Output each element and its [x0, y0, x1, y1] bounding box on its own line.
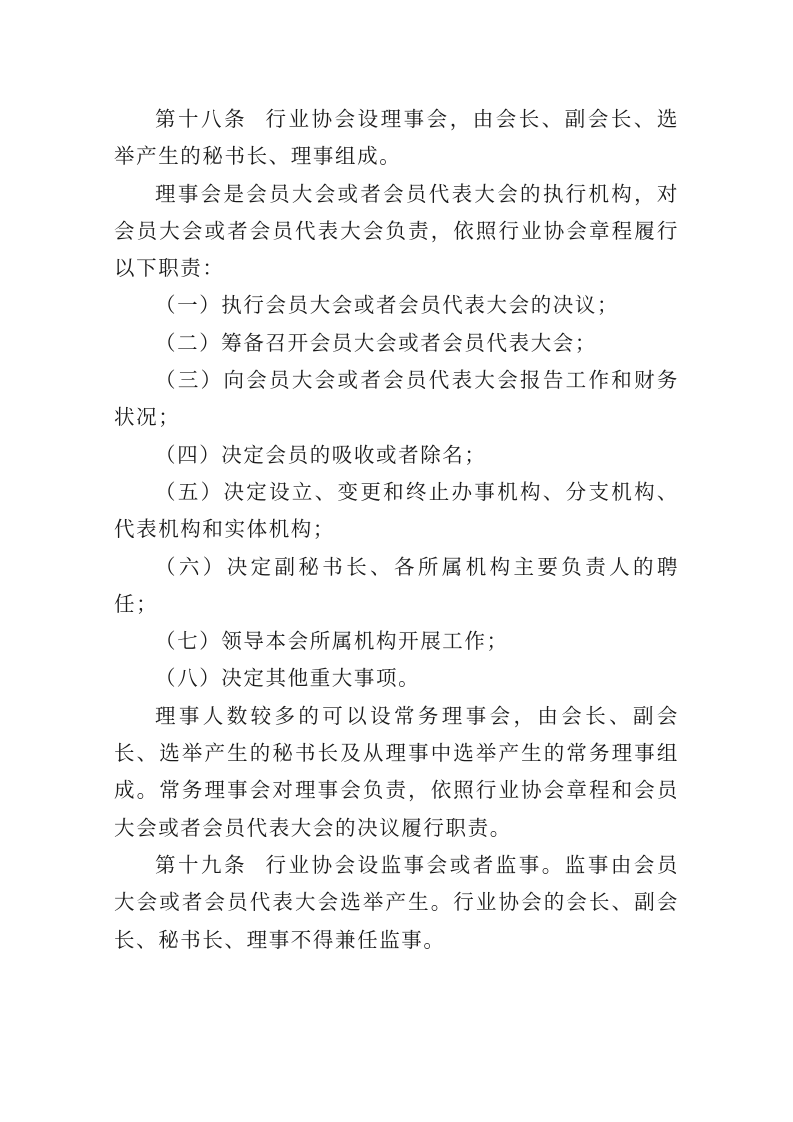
duty-item-6: （六）决定副秘书长、各所属机构主要负责人的聘任；: [114, 554, 679, 616]
duty-item-4: （四）决定会员的吸收或者除名；: [155, 442, 487, 467]
document-body: [114, 101, 679, 959]
article-18-paragraph: [114, 101, 679, 176]
article-19-text: 行业协会设监事会或者监事。监事由会员大会或者会员代表大会选举产生。行业协会的会长、副会长、秘书长、理事不得兼任监事。: [114, 852, 679, 952]
article-19-paragraph: [114, 847, 679, 959]
duty-item-7: （七）领导本会所属机构开展工作；: [155, 629, 509, 654]
duty-item-2: （二）筹备召开会员大会或者会员代表大会；: [155, 330, 597, 355]
duty-item-5: （五）决定设立、变更和终止办事机构、分支机构、代表机构和实体机构；: [114, 479, 679, 542]
article-18-text: 行业协会设理事会，由会长、副会长、选举产生的秘书长、理事组成。: [114, 107, 679, 169]
article-19-heading: 第十九条: [155, 852, 248, 877]
council-duties-intro: 理事会是会员大会或者会员代表大会的执行机构，对会员大会或者会员代表大会负责，依照行业协会章程履行以下职责：: [114, 181, 679, 281]
standing-council-paragraph: 理事人数较多的可以设常务理事会，由会长、副会长、选举产生的秘书长及从理事中选举产生的常务理事组成。常务理事会对理事会负责，依照行业协会章程和会员大会或者会员代表大会的决议履行职责。: [114, 703, 679, 840]
duty-item-1: （一）执行会员大会或者会员代表大会的决议；: [155, 293, 620, 318]
article-18-heading: 第十八条: [155, 107, 248, 131]
duty-item-3: （三）向会员大会或者会员代表大会报告工作和财务状况；: [114, 368, 679, 430]
duty-item-8: （八）决定其他重大事项。: [155, 666, 421, 691]
